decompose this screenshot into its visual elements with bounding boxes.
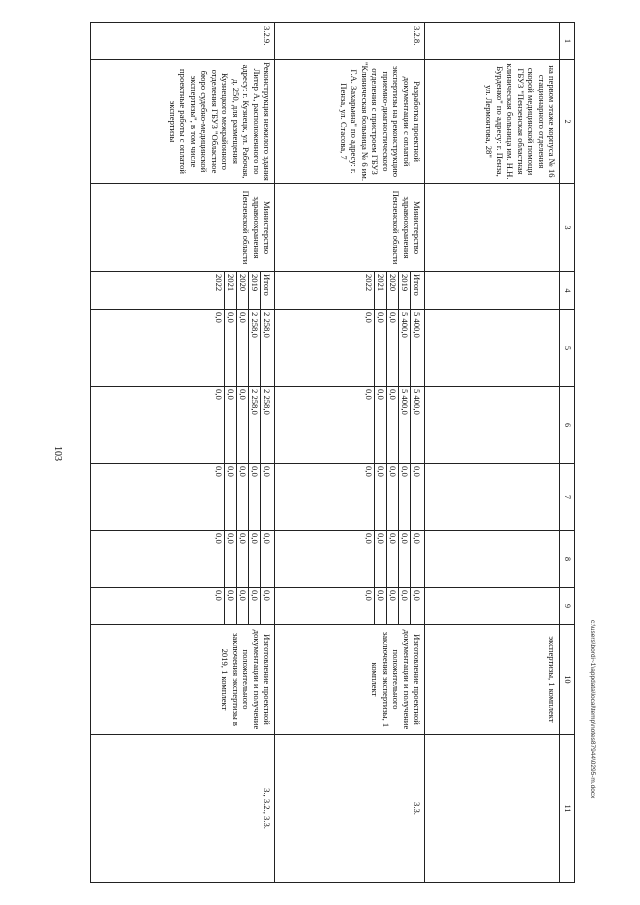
value-cell: 0,0 — [386, 310, 398, 386]
value-cell: 0,0 — [374, 310, 386, 386]
value-cell: 0,0 — [260, 588, 272, 624]
empty-cell — [425, 310, 560, 387]
empty-cell — [425, 464, 560, 531]
value-cell: 5 400,0 — [410, 310, 422, 386]
header-col-1: 1 — [560, 23, 575, 60]
value-cell: 0,0 — [410, 531, 422, 587]
table-row — [91, 23, 275, 883]
value-cell: 2 258,0 — [248, 387, 260, 463]
year-cell: 2019 — [398, 272, 410, 309]
cont-num — [425, 23, 560, 60]
header-col-7: 7 — [560, 464, 575, 531]
value-cell: 2 258,0 — [260, 310, 272, 386]
value-cell: 0,0 — [214, 312, 224, 323]
value-cell: 0,0 — [374, 387, 386, 463]
row-col8 — [91, 531, 275, 588]
value-cell: 0,0 — [410, 588, 422, 624]
value-cell: 0,0 — [386, 464, 398, 530]
value-cell: 0,0 — [224, 588, 236, 624]
value-cell: 0,0 — [260, 464, 272, 530]
header-col-4: 4 — [560, 272, 575, 310]
value-cell: 5 400,0 — [398, 387, 410, 463]
year-cell: 2022 — [364, 274, 374, 292]
row-ref: 3., 3.2., 3.3. — [91, 735, 275, 883]
year-cell: 2020 — [236, 272, 248, 309]
value-cell: 0,0 — [236, 588, 248, 624]
row-col5 — [91, 310, 275, 387]
header-row — [560, 23, 575, 883]
year-cell: 2020 — [386, 272, 398, 309]
row-col7 — [275, 464, 425, 531]
row-col7 — [91, 464, 275, 531]
year-cell: 2021 — [374, 272, 386, 309]
row-years — [91, 272, 275, 310]
row-result: Изготовление проектной документации и получение положительного заключения экспертизы в 2019, 1 комплект — [91, 625, 275, 735]
value-cell: 5 400,0 — [398, 310, 410, 386]
table-row — [275, 23, 425, 883]
header-col-3: 3 — [560, 184, 575, 272]
value-cell: 0,0 — [386, 588, 398, 624]
row-col6 — [275, 387, 425, 464]
year-cell: Итого — [410, 272, 422, 309]
value-cell: 0,0 — [364, 590, 374, 601]
cont-name: на первом этаже корпуса № 16 стационарного отделения скорой медицинской помощи ГБУЗ "Пензенская областная клиническая больница им. Н.Н. Бурденко" по адресу: г. Пенза, ул. Лермонтова, 28" — [425, 60, 560, 184]
row-name: Разработка проектной документации с оплатой экспертизы на реконструкцию приемно-диагностического отделения с пристроем ГБУЗ "Клиническая больница № 6 им. Г.А. Захарьина" по адресу: г. Пенза, ул. Стасова, 7 — [275, 60, 425, 184]
continuation-row — [425, 23, 560, 883]
header-col-2: 2 — [560, 60, 575, 184]
header-col-6: 6 — [560, 387, 575, 464]
footer-file-path: c:\users\bordi~1\appdata\local\temp\notes87944\0295-m.docx — [589, 620, 596, 799]
value-cell: 0,0 — [364, 389, 374, 400]
header-col-11: 11 — [560, 735, 575, 883]
page-number: 103 — [52, 446, 63, 461]
row-number: 3.2.8. — [275, 23, 425, 60]
value-cell: 2 258,0 — [248, 310, 260, 386]
header-col-10: 10 — [560, 625, 575, 735]
value-cell: 0,0 — [214, 466, 224, 477]
row-col9 — [91, 588, 275, 625]
row-executor: Министерство здравоохранения Пензенской области — [275, 184, 425, 272]
value-cell: 0,0 — [410, 464, 422, 530]
value-cell: 0,0 — [248, 464, 260, 530]
value-cell: 0,0 — [374, 588, 386, 624]
value-cell: 0,0 — [236, 464, 248, 530]
year-cell: 2021 — [224, 272, 236, 309]
empty-cell — [425, 588, 560, 625]
value-cell: 0,0 — [248, 531, 260, 587]
value-cell: 0,0 — [260, 531, 272, 587]
value-cell: 5 400,0 — [410, 387, 422, 463]
row-col8 — [275, 531, 425, 588]
row-result: Изготовление проектной документации и получение положительного заключения экспертизы, 1 комплект — [275, 625, 425, 735]
value-cell: 0,0 — [224, 310, 236, 386]
value-cell: 0,0 — [386, 531, 398, 587]
value-cell: 0,0 — [398, 531, 410, 587]
year-cell: 2019 — [248, 272, 260, 309]
value-cell: 0,0 — [364, 533, 374, 544]
value-cell: 0,0 — [374, 531, 386, 587]
cont-result: экспертизы, 1 комплект — [425, 625, 560, 735]
value-cell: 0,0 — [374, 464, 386, 530]
row-years — [275, 272, 425, 310]
value-cell: 0,0 — [236, 387, 248, 463]
row-col6 — [91, 387, 275, 464]
empty-cell — [425, 272, 560, 310]
row-executor: Министерство здравоохранения Пензенской области — [91, 184, 275, 272]
value-cell: 0,0 — [398, 588, 410, 624]
value-cell: 0,0 — [224, 531, 236, 587]
empty-cell — [425, 387, 560, 464]
value-cell: 0,0 — [224, 464, 236, 530]
row-ref: 3.3. — [275, 735, 425, 883]
header-col-9: 9 — [560, 588, 575, 625]
value-cell: 0,0 — [386, 387, 398, 463]
value-cell: 2 258,0 — [260, 387, 272, 463]
value-cell: 0,0 — [364, 466, 374, 477]
empty-cell — [425, 531, 560, 588]
value-cell: 0,0 — [214, 590, 224, 601]
value-cell: 0,0 — [398, 464, 410, 530]
value-cell: 0,0 — [248, 588, 260, 624]
value-cell: 0,0 — [236, 531, 248, 587]
empty-cell — [425, 735, 560, 883]
value-cell: 0,0 — [214, 389, 224, 400]
row-number: 3.2.9. — [91, 23, 275, 60]
value-cell: 0,0 — [214, 533, 224, 544]
row-col9 — [275, 588, 425, 625]
value-cell: 0,0 — [236, 310, 248, 386]
year-cell: 2022 — [214, 274, 224, 292]
row-name: Реконструкция нежилого здания Литер А, расположенного по адресу: г. Кузнецк, ул. Рабочая, д. 250, для размещения Кузнецкого межрайонного отделения ГБУЗ "Областное бюро судебно-медицинской экспертизы", в том числе проектные работы с оплатой экспертизы — [91, 60, 275, 184]
rotated-table-container — [90, 22, 575, 882]
year-cell: Итого — [260, 272, 272, 309]
header-col-5: 5 — [560, 310, 575, 387]
empty-cell — [425, 184, 560, 272]
value-cell: 0,0 — [224, 387, 236, 463]
program-table — [90, 22, 575, 883]
value-cell: 0,0 — [364, 312, 374, 323]
row-col5 — [275, 310, 425, 387]
header-col-8: 8 — [560, 531, 575, 588]
